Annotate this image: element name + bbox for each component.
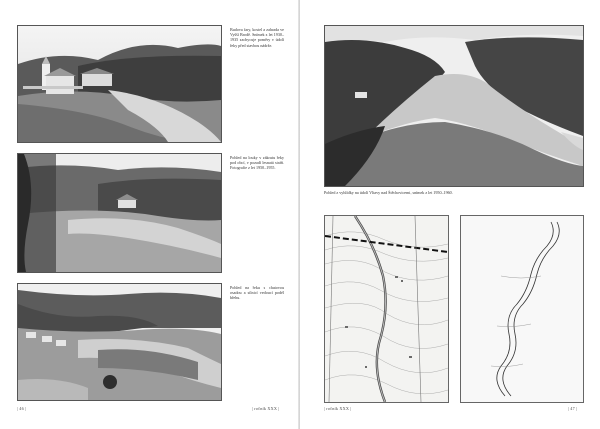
caption-2: Pohled na louky v zákrutu řeky pod obcí, v pozadí lesnatá stráň. Fotografie z let 1950–1955. — [230, 155, 284, 171]
folio-title-left: | ročník XXX | — [252, 406, 280, 411]
photo-village-church — [17, 25, 222, 143]
caption-valley: Pohled z vyhlídky na údolí Vltavy nad Štěchovicemi, snímek z let 1950–1960. — [324, 190, 453, 195]
folio-number-right: | 47 | — [568, 406, 578, 411]
map-topographic — [324, 215, 449, 403]
folio-number-left: | 46 | — [17, 406, 27, 411]
photo-river-valley — [324, 25, 584, 187]
right-page — [300, 0, 600, 429]
photo-meadow — [17, 153, 222, 273]
photo-river-chalets — [17, 283, 222, 401]
folio-title-right: | ročník XXX | — [324, 406, 352, 411]
caption-1: Budova fary, kostel a zahrada ve Vyšší Brodě. Snímek z let 1930–1935 zachycuje poměry v údolí řeky před stavbou nádrže. — [230, 27, 284, 48]
map-river-outline — [460, 215, 584, 403]
caption-3: Pohled na řeku s chatovou osadou a silnicí vedoucí podél břehu. — [230, 285, 284, 301]
